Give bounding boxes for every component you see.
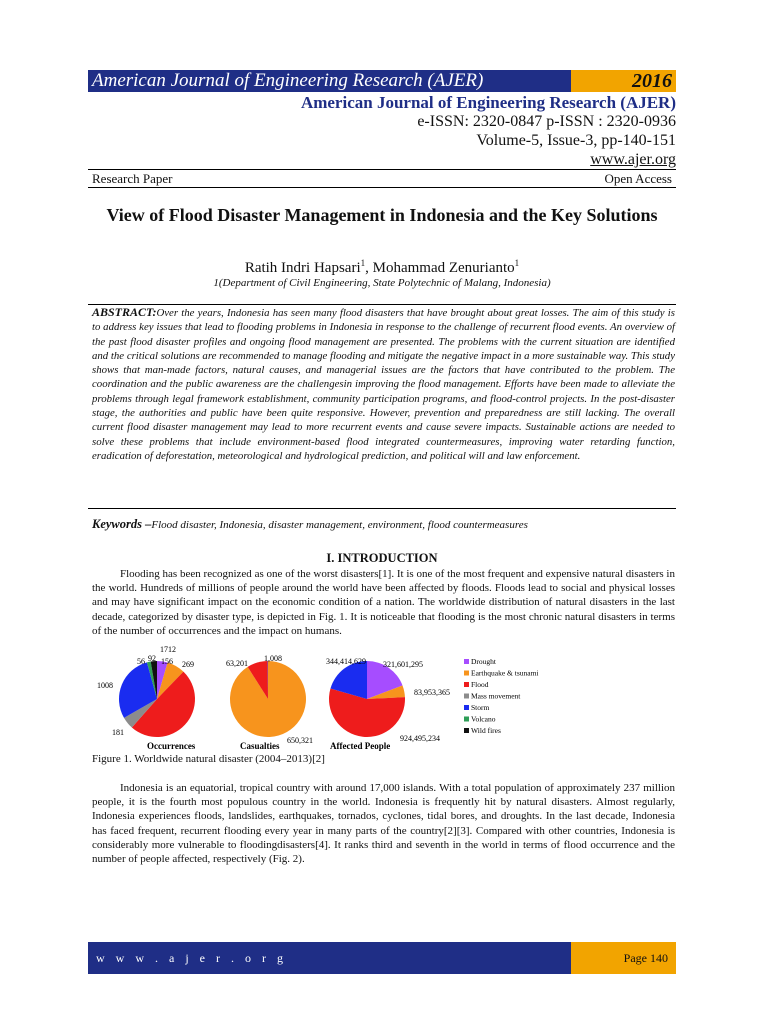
legend-swatch xyxy=(464,671,469,676)
paper-type: Research Paper xyxy=(92,171,173,186)
section-heading: I. INTRODUCTION xyxy=(326,551,438,565)
pie-data-label: 1712 xyxy=(160,645,176,654)
legend-swatch xyxy=(464,728,469,733)
pie-data-label: 650,321 xyxy=(287,736,313,745)
intro-paragraph-2 xyxy=(92,781,675,866)
keywords-label: Keywords – xyxy=(92,517,152,531)
legend-label: Mass movement xyxy=(471,691,521,701)
pie-data-label: 92 xyxy=(148,654,156,663)
page-number: Page 140 xyxy=(571,942,676,974)
intro-paragraph-2-text: Indonesia is an equatorial, tropical country with around 17,000 islands. With a total population of approximately 237 million people, it is the fourth most populous country in the world. Indonesia is frequently hit by natural disasters. Almost regularly, Indonesia experiences floods, landslides, earthquakes, tornados, cyclones, tidal bores, and droughts. In the last decade, Indonesia has faced frequent, recurrent flooding every year in many parts of the country[2][3]. Compared with other countries, Indonesia is considerably more vulnerable to floodingdisasters[4]. It ranks third and seventh in the world in terms of flood occurrence and the number of people affected, respectively (Fig. 2). xyxy=(92,782,675,866)
figure-1 xyxy=(92,645,612,754)
author-affiliation-mark: 1 xyxy=(514,258,520,268)
pie-charts xyxy=(92,645,612,754)
page-footer xyxy=(88,942,676,974)
legend-swatch xyxy=(464,694,469,699)
paper-authors xyxy=(88,258,676,277)
legend-swatch xyxy=(464,705,469,710)
journal-website-link[interactable]: www.ajer.org xyxy=(590,151,676,168)
legend-label: Volcano xyxy=(471,714,496,724)
intro-paragraph-1-text: Flooding has been recognized as one of the worst disasters[1]. It is one of the most frequent and expensive natural disasters in the world. Hundreds of millions of people around the world have been affected by floods. Floods lead to social and physical losses and may have significant impact on the economic condition of a nation. The worldwide distribution of natural disasters in the last decade, categorized by disaster type, is depicted in Fig. 1. It is noticeable that flooding is the most chronic natural disasters in terms of the number of occurrences and the impact on humans. xyxy=(92,568,675,637)
pie-data-label: 156 xyxy=(161,657,173,666)
abstract-bottom-rule xyxy=(88,508,676,509)
pie-data-label: 56 xyxy=(137,657,145,666)
journal-volume: Volume-5, Issue-3, pp-140-151 xyxy=(476,132,676,149)
author-separator: , xyxy=(365,260,373,276)
pie-data-label: 344,414,629 xyxy=(326,657,366,666)
pie-data-label: 924,495,234 xyxy=(400,734,440,743)
footer-website: w w w . a j e r . o r g xyxy=(88,942,571,974)
pie-data-label: 269 xyxy=(182,660,194,669)
abstract-label: ABSTRACT: xyxy=(92,305,157,319)
keywords xyxy=(92,517,675,532)
journal-issn: e-ISSN: 2320-0847 p-ISSN : 2320-0936 xyxy=(417,113,676,130)
open-access-label: Open Access xyxy=(604,171,672,186)
author-affiliation: 1(Department of Civil Engineering, State Polytechnic of Malang, Indonesia) xyxy=(213,277,551,289)
legend-label: Earthquake & tsunami xyxy=(471,668,539,678)
journal-header-band xyxy=(88,70,676,92)
figure-caption: Figure 1. Worldwide natural disaster (2004–2013)[2] xyxy=(92,753,325,765)
abstract-text: Over the years, Indonesia has seen many flood disasters that have brought about great losses. The aim of this study is to address key issues that lead to flooding problems in Indonesia in response to the challenge of recurrent flood events. An overview of the past flood disaster profiles and ongoing flood management are presented. The problems with the current situation are identified and the critical solutions are recommended to manage flooding and mitigate the negative impact in a more sustainable way. This study shows that man-made factors, natural causes, and managerial issues are the factors that have contributed to the problem. The coordination and the public awareness are the challengesin improving the flood management. Efforts have been made to alleviate the problems through legal framework establishment, community participation programs, and flood-control projects. In the post-disaster stage, the authorities and public have been quite responsive. However, prevention and preparedness are still lacking. The overall current flood disaster management may lead to more recurrent events and cause severe impacts. Sustainable actions are needed to solve these problems that include environment-based flood integrated countermeasures, improving water retarding function, eradication of deforestation, meteorological and hydrological prediction, and political will and law enforcement. xyxy=(92,307,675,462)
legend-label: Wild fires xyxy=(471,726,501,735)
pie-chart-title: Affected People xyxy=(330,741,391,751)
journal-year: 2016 xyxy=(571,70,676,92)
legend-swatch xyxy=(464,717,469,722)
legend-label: Flood xyxy=(471,680,489,689)
journal-name: American Journal of Engineering Research (AJER) xyxy=(300,93,676,112)
author-name: Ratih Indri Hapsari xyxy=(244,260,361,276)
keywords-text: Flood disaster, Indonesia, disaster management, environment, flood countermeasures xyxy=(151,519,528,531)
abstract xyxy=(92,305,675,463)
pie-chart-title: Occurrences xyxy=(147,741,196,751)
pie-data-label: 1008 xyxy=(97,681,113,690)
legend-swatch xyxy=(464,659,469,664)
pie-data-label: 181 xyxy=(112,728,124,737)
legend-label: Drought xyxy=(471,657,496,666)
pie-data-label: 83,953,365 xyxy=(414,688,450,697)
legend-label: Storm xyxy=(471,703,490,712)
paper-title: View of Flood Disaster Management in Indonesia and the Key Solutions xyxy=(106,205,658,225)
pie-data-label: 321,601,295 xyxy=(383,660,423,669)
author-affiliation-mark: 1 xyxy=(360,258,366,268)
intro-paragraph-1 xyxy=(92,567,675,638)
pie-chart-title: Casualties xyxy=(240,741,280,751)
journal-band-title: American Journal of Engineering Research (AJER) xyxy=(88,70,571,92)
paper-type-bar xyxy=(88,169,676,188)
pie-data-label: 63,201 xyxy=(226,659,248,668)
legend-swatch xyxy=(464,682,469,687)
pie-data-label: 1,008 xyxy=(264,654,282,663)
author-name: Mohammad Zenurianto xyxy=(372,260,515,276)
